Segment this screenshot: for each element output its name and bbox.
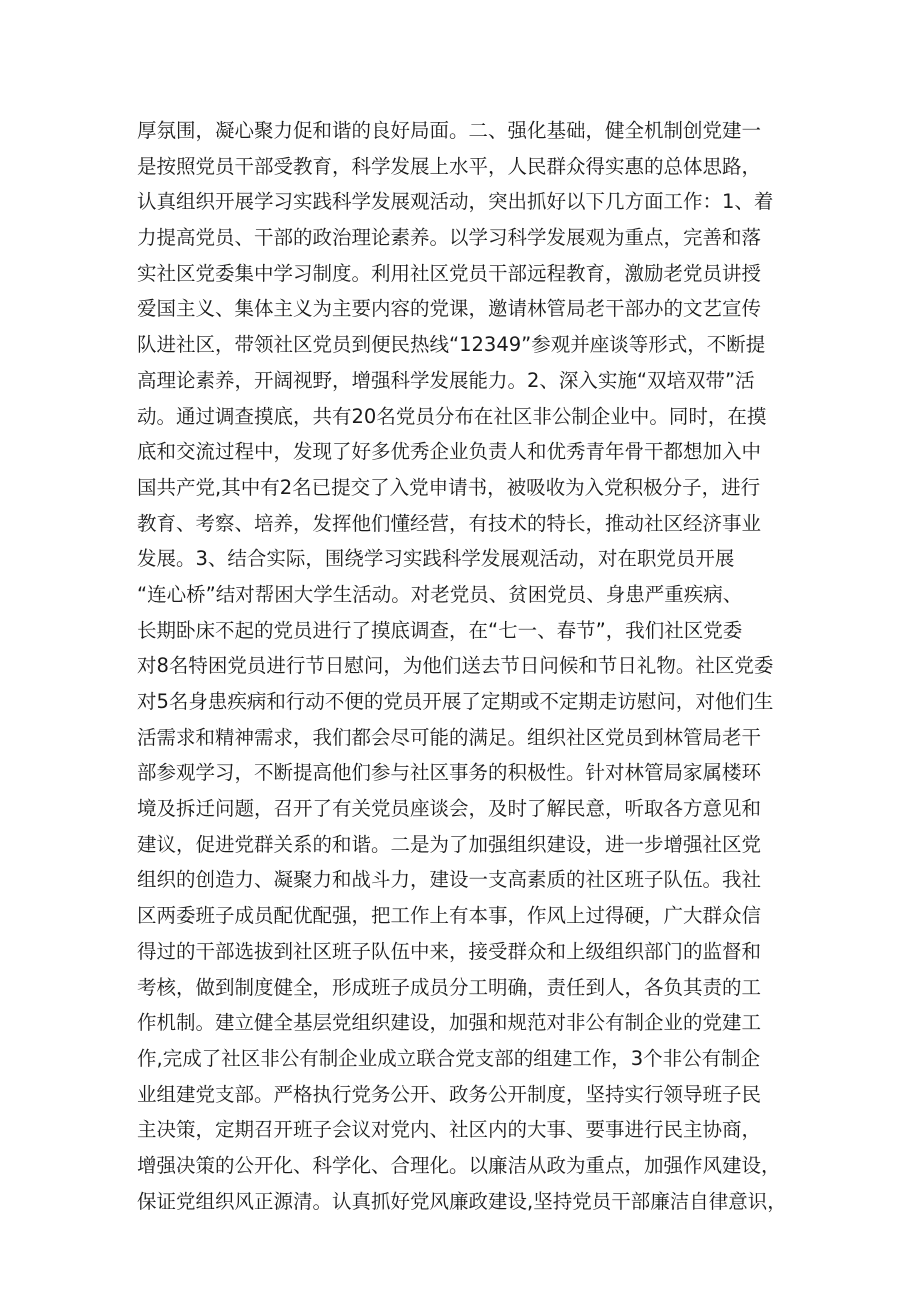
text-line: 国共产党,其中有2名已提交了入党申请书，被吸收为入党积极分子，进行	[137, 475, 761, 499]
text-line: “连心桥”结对帮困大学生活动。对老党员、贫困党员、身患严重疾病、	[137, 582, 743, 606]
text-line: 作,完成了社区非公有制企业成立联合党支部的组建工作，3个非公有制企	[137, 1046, 761, 1070]
text-line: 爱国主义、集体主义为主要内容的党课，邀请林管局老干部办的文艺宣传	[137, 297, 762, 321]
text-line: 增强决策的公开化、科学化、合理化。以廉洁从政为重点，加强作风建设，	[137, 1153, 781, 1177]
text-line: 高理论素养，开阔视野，增强科学发展能力。2、深入实施“双培双带”活	[137, 368, 755, 392]
text-line: 考核，做到制度健全，形成班子成员分工明确，责任到人，各负其责的工	[137, 975, 762, 999]
text-line: 业组建党支部。严格执行党务公开、政务公开制度，坚持实行领导班子民	[137, 1082, 762, 1106]
text-line: 建议，促进党群关系的和谐。二是为了加强组织建设，进一步增强社区党	[137, 832, 762, 856]
text-line: 区两委班子成员配优配强，把工作上有本事，作风上过得硬，广大群众信	[137, 904, 762, 928]
text-line: 保证党组织风正源清。认真抓好党风廉政建设,坚持党员干部廉洁自律意识，	[137, 1189, 787, 1213]
text-line: 作机制。建立健全基层党组织建设，加强和规范对非公有制企业的党建工	[137, 1011, 762, 1035]
text-line: 长期卧床不起的党员进行了摸底调查，在“七一、春节”，我们社区党委	[137, 618, 743, 642]
text-line: 是按照党员干部受教育，科学发展上水平，人民群众得实惠的总体思路，	[137, 154, 762, 178]
text-line: 组织的创造力、凝聚力和战斗力，建设一支高素质的社区班子队伍。我社	[137, 868, 762, 892]
text-line: 底和交流过程中，发现了好多优秀企业负责人和优秀青年骨干都想加入中	[137, 440, 762, 464]
text-line: 教育、考察、培养，发挥他们懂经营，有技术的特长，推动社区经济事业	[137, 511, 762, 535]
text-line: 队进社区，带领社区党员到便民热线“12349”参观并座谈等形式，不断提	[137, 333, 766, 357]
text-line: 境及拆迁问题，召开了有关党员座谈会，及时了解民意，听取各方意见和	[137, 797, 762, 821]
text-line: 得过的干部选拔到社区班子队伍中来，接受群众和上级组织部门的监督和	[137, 939, 762, 963]
text-line: 发展。3、结合实际，围绕学习实践科学发展观活动，对在职党员开展	[137, 547, 735, 571]
text-line: 部参观学习，不断提高他们参与社区事务的积极性。针对林管局家属楼环	[137, 761, 762, 785]
text-line: 力提高党员、干部的政治理论素养。以学习科学发展观为重点，完善和落	[137, 226, 762, 250]
text-line: 厚氛围，凝心聚力促和谐的良好局面。二、强化基础，健全机制创党建一	[137, 119, 762, 142]
text-line: 动。通过调查摸底，共有20名党员分布在社区非公制企业中。同时，在摸	[137, 404, 767, 428]
text-line: 认真组织开展学习实践科学发展观活动，突出抓好以下几方面工作：1、着	[137, 190, 774, 214]
text-line: 对8名特困党员进行节日慰问，为他们送去节日问候和节日礼物。社区党委	[137, 654, 774, 678]
text-line: 主决策，定期召开班子会议对党内、社区内的大事、要事进行民主协商，	[137, 1118, 762, 1142]
text-line: 实社区党委集中学习制度。利用社区党员干部远程教育，激励老党员讲授	[137, 261, 762, 285]
document-body	[137, 113, 797, 1219]
text-line: 活需求和精神需求，我们都会尽可能的满足。组织社区党员到林管局老干	[137, 725, 762, 749]
text-line: 对5名身患疾病和行动不便的党员开展了定期或不定期走访慰问，对他们生	[137, 690, 774, 713]
